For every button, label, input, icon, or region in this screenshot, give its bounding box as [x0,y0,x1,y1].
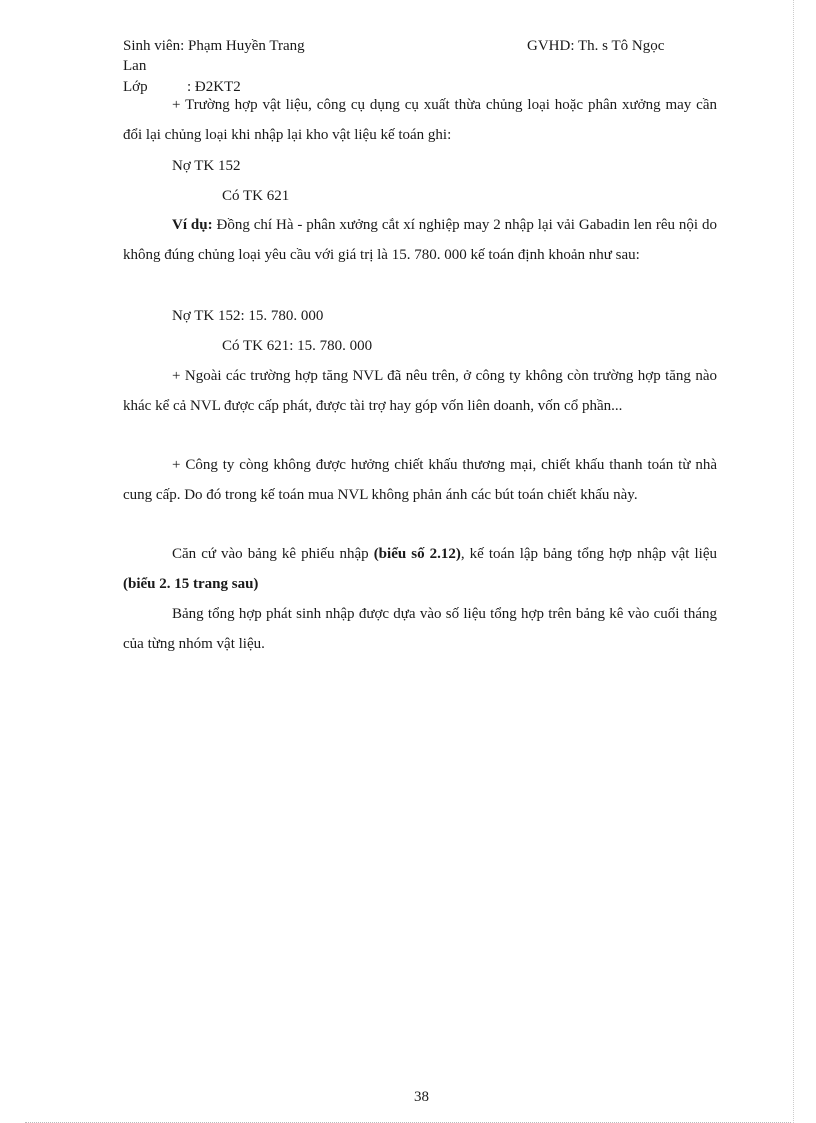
entry2-debit: Nợ TK 152: 15. 780. 000 [172,308,324,324]
paragraph-surplus-case: + Trường hợp vật liệu, công cụ dụng cụ xuất thừa chủng loại hoặc phân xưởng may cần đổi lại chủng loại khi nhập lại kho vật liệu kế toán ghi: [123,97,717,143]
example-label: Ví dụ: [172,217,213,233]
entry2-credit: Có TK 621: 15. 780. 000 [222,338,373,354]
paragraph-basis [123,539,717,599]
basis-text-2: , kế toán lập bảng tổng hợp nhập vật liệu [460,546,718,562]
paragraph-discount: + Công ty còng không được hưởng chiết khấu thương mại, chiết khấu thanh toán từ nhà cung cấp. Do đó trong kế toán mua NVL không phản ánh các bút toán chiết khấu này. [123,457,717,503]
basis-ref-2: (biểu 2. 15 trang sau) [123,576,259,592]
basis-ref-1: (biểu số 2.12) [373,546,461,562]
paragraph-summary-table: Bảng tổng hợp phát sinh nhập được dựa vào số liệu tổng hợp trên bảng kê vào cuối tháng của từng nhóm vật liệu. [123,606,717,652]
entry1-credit: Có TK 621 [222,188,290,204]
header-class-label: Lớp [123,79,148,95]
entry1-debit: Nợ TK 152 [172,158,241,174]
page-number: 38 [414,1089,429,1105]
header-advisor-continued: Lan [123,58,147,74]
paragraph-other-cases: + Ngoài các trường hợp tăng NVL đã nêu trên, ở công ty không còn trường hợp tăng nào khác kể cả NVL được cấp phát, được tài trợ hay góp vốn liên doanh, vốn cổ phần... [123,368,717,414]
right-margin-divider [793,0,794,1123]
basis-text-1: Căn cứ vào bảng kê phiếu nhập [172,546,374,562]
paragraph-example [123,210,717,270]
header-class-value: : Đ2KT2 [187,79,241,95]
header-student: Sinh viên: Phạm Huyền Trang [123,38,305,54]
example-text: Đồng chí Hà - phân xưởng cắt xí nghiệp may 2 nhập lại vải Gabadin len rêu nội do không đúng chủng loại yêu cầu với giá trị là 15. 780. 000 kế toán định khoản như sau: [123,217,717,263]
header-advisor: GVHD: Th. s Tô Ngọc [527,38,665,54]
